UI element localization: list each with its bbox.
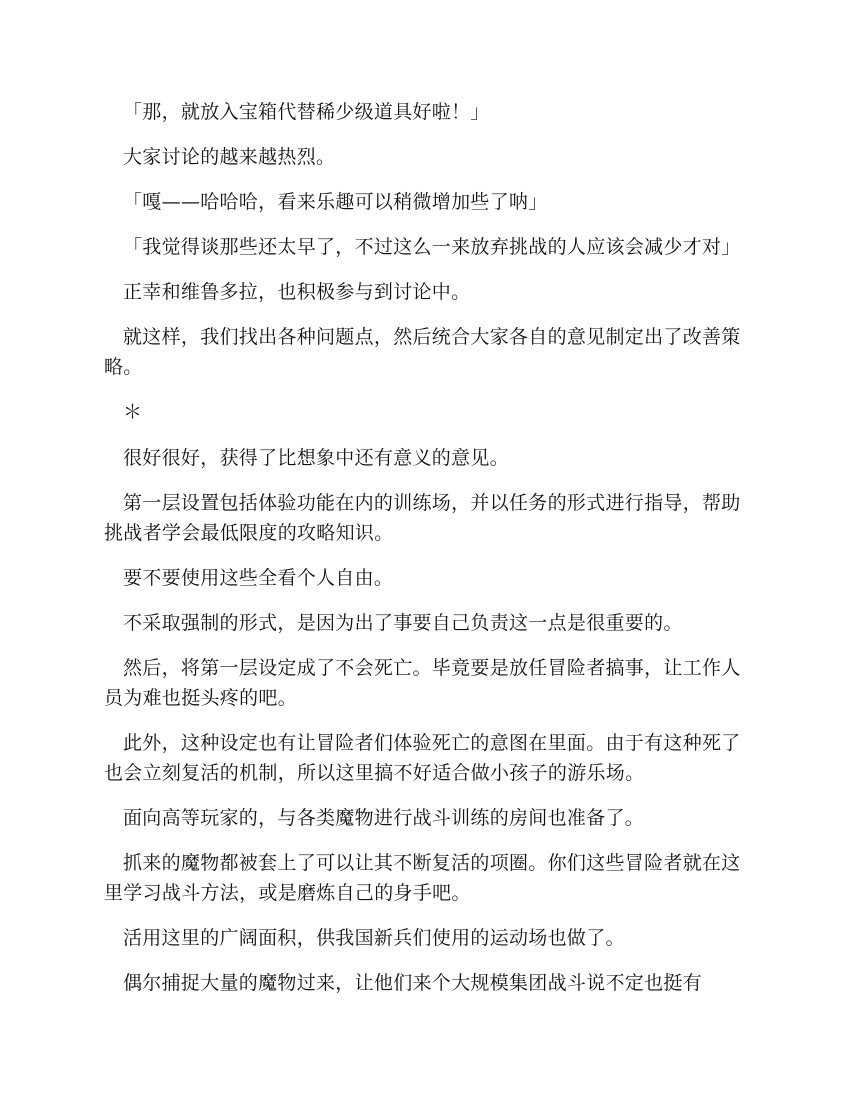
paragraph: 然后，将第一层设定成了不会死亡。毕竟要是放任冒险者搞事，让工作人员为难也挺头疼的吧。 bbox=[104, 657, 741, 709]
paragraph: 大家讨论的越来越热烈。 bbox=[123, 146, 336, 168]
paragraph: 正幸和维鲁多拉，也积极参与到讨论中。 bbox=[123, 281, 471, 303]
paragraph: 就这样，我们找出各种问题点，然后统合大家各自的意见制定出了改善策略。 bbox=[104, 326, 741, 378]
paragraph: 活用这里的广阔面积，供我国新兵们使用的运动场也做了。 bbox=[123, 927, 625, 949]
paragraph: 此外，这种设定也有让冒险者们体验死亡的意图在里面。由于有这种死了也会立刻复活的机制，所以这里搞不好适合做小孩子的游乐场。 bbox=[104, 732, 741, 784]
paragraph: 偶尔捕捉大量的魔物过来，让他们来个大规模集团战斗说不定也挺有 bbox=[123, 972, 703, 994]
paragraph: 「嘎——哈哈哈，看来乐趣可以稍微增加些了呐」 bbox=[123, 191, 548, 213]
paragraph: 第一层设置包括体验功能在内的训练场，并以任务的形式进行指导，帮助挑战者学会最低限度的攻略知识。 bbox=[104, 492, 741, 544]
paragraph: 面向高等玩家的，与各类魔物进行战斗训练的房间也准备了。 bbox=[123, 807, 645, 829]
paragraph: 很好很好，获得了比想象中还有意义的意见。 bbox=[123, 447, 510, 469]
document-body bbox=[104, 97, 754, 1013]
paragraph: 抓来的魔物都被套上了可以让其不断复活的项圈。你们这些冒险者就在这里学习战斗方法，或是磨炼自己的身手吧。 bbox=[104, 852, 741, 904]
paragraph: 「我觉得谈那些还太早了，不过这么一来放弃挑战的人应该会减少才对」 bbox=[123, 236, 741, 258]
paragraph: 不采取强制的形式，是因为出了事要自己负责这一点是很重要的。 bbox=[123, 612, 683, 634]
paragraph: 要不要使用这些全看个人自由。 bbox=[123, 567, 394, 589]
section-break: ＊ bbox=[123, 401, 143, 423]
paragraph: 「那，就放入宝箱代替稀少级道具好啦！」 bbox=[123, 101, 490, 123]
